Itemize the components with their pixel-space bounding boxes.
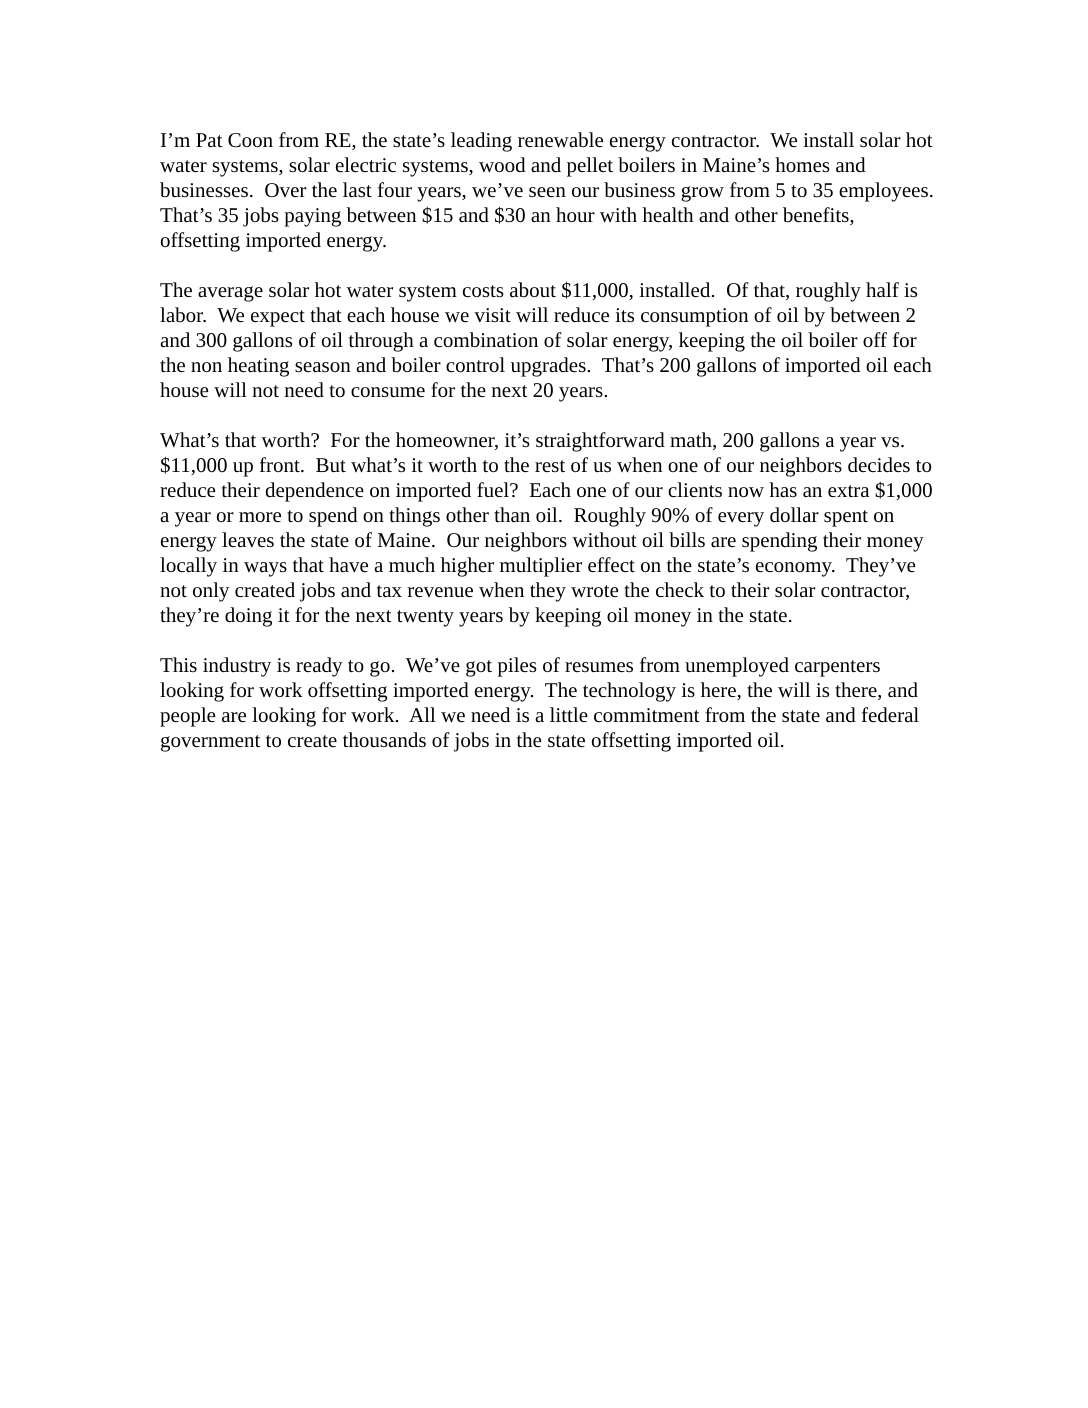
paragraph: This industry is ready to go. We’ve got piles of resumes from unemployed carpenters looking for work offsetting imported energy. The technology is here, the will is there, and people are looking for work. All we need is a little commitment from the state and federal government to create thousands of jobs in the state offsetting imported oil.: [160, 653, 925, 752]
paragraph: What’s that worth? For the homeowner, it’s straightforward math, 200 gallons a year vs. $11,000 up front. But what’s it worth to the rest of us when one of our neighbors decides to reduce their dependence on imported fuel? Each one of our clients now has an extra $1,000 a year or more to spend on things other than oil. Roughly 90% of every dollar spent on energy leaves the state of Maine. Our neighbors without oil bills are spending their money locally in ways that have a much higher multiplier effect on the state’s economy. They’ve not only created jobs and tax revenue when they wrote the check to their solar contractor, they’re doing it for the next twenty years by keeping oil money in the state.: [160, 428, 938, 627]
paragraph: The average solar hot water system costs about $11,000, installed. Of that, roughly half is labor. We expect that each house we visit will reduce its consumption of oil by between 2 and 300 gallons of oil through a combination of solar energy, keeping the oil boiler off for the non heating season and boiler control upgrades. That’s 200 gallons of imported oil each house will not need to consume for the next 20 years.: [160, 278, 938, 402]
document-body: [160, 128, 945, 778]
paragraph: I’m Pat Coon from RE, the state’s leading renewable energy contractor. We install solar hot water systems, solar electric systems, wood and pellet boilers in Maine’s homes and businesses. Over the last four years, we’ve seen our business grow from 5 to 35 employees. That’s 35 jobs paying between $15 and $30 an hour with health and other benefits, offsetting imported energy.: [160, 128, 945, 252]
